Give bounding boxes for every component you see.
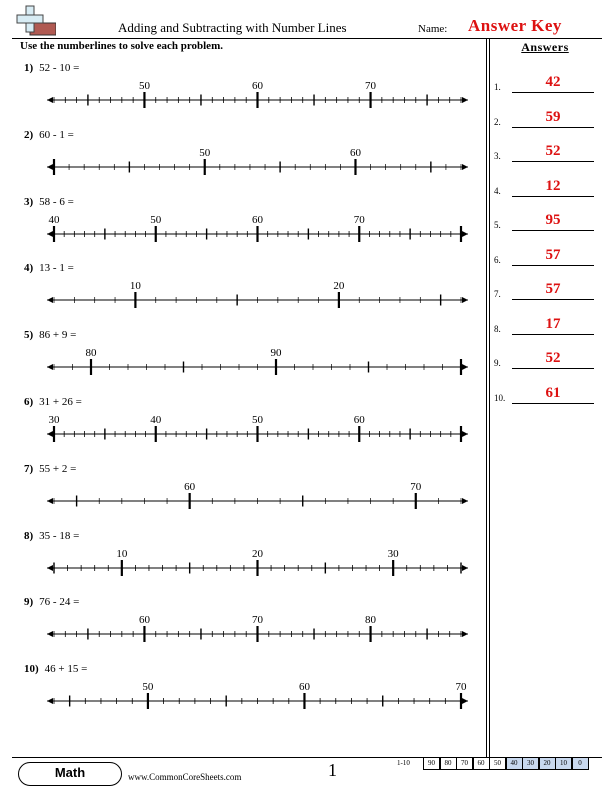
- answer-value: 57: [545, 246, 561, 263]
- problem-text: [24, 663, 87, 675]
- tick-label: 50: [138, 80, 150, 92]
- tick-label: 50: [142, 681, 154, 694]
- page-number: 1: [328, 760, 337, 780]
- score-box: 40: [506, 757, 523, 770]
- score-box: 50: [489, 757, 506, 770]
- problem-text: [24, 129, 74, 141]
- arrow-left-icon: [47, 631, 53, 637]
- tick-label: 60: [252, 80, 263, 92]
- problem-number: 6): [24, 396, 34, 408]
- arrow-left-icon: [47, 364, 53, 370]
- answer-line: [512, 368, 594, 369]
- tick-label: 70: [365, 80, 377, 92]
- tick-label: 30: [48, 414, 60, 426]
- arrow-right-icon: [462, 164, 468, 170]
- arrow-left-icon: [47, 231, 53, 237]
- answer-number: 2.: [494, 116, 501, 127]
- answer-number: 10.: [494, 392, 506, 403]
- answer-row: [494, 385, 594, 405]
- tick-label: 10: [129, 280, 141, 293]
- answer-number: 9.: [494, 358, 501, 368]
- arrow-right-icon: [462, 231, 468, 237]
- answer-line: [512, 334, 594, 335]
- arrow-right-icon: [462, 565, 468, 571]
- problem-text: [24, 530, 79, 542]
- score-range-label: 1-10: [397, 759, 410, 767]
- answer-line: [512, 299, 594, 300]
- answer-value: 12: [545, 177, 561, 194]
- answer-value: 42: [545, 74, 561, 90]
- tick-label: 20: [333, 280, 345, 293]
- problem-expression: 52 - 10 =: [39, 62, 80, 74]
- name-value: Answer Key: [468, 16, 562, 35]
- answer-row: [494, 109, 594, 129]
- tick-label: 70: [353, 213, 365, 226]
- page-title: Adding and Subtracting with Number Lines: [118, 20, 347, 35]
- number-line: [45, 143, 476, 177]
- problem-text: [24, 196, 74, 208]
- number-line: [45, 343, 476, 377]
- tick-label: 70: [252, 614, 263, 627]
- answer-number: 3.: [494, 151, 501, 161]
- number-line: [45, 276, 476, 310]
- tick-label: 60: [184, 480, 196, 493]
- answer-number: 8.: [494, 323, 501, 334]
- tick-label: 50: [252, 414, 263, 426]
- tick-label: 60: [138, 614, 150, 627]
- answer-number: 1.: [494, 82, 501, 92]
- arrow-right-icon: [462, 698, 468, 704]
- arrow-left-icon: [47, 698, 53, 704]
- tick-label: 70: [410, 480, 422, 493]
- answer-number: 4.: [494, 185, 501, 196]
- column-divider: [489, 38, 490, 758]
- problem-expression: 55 + 2 =: [39, 462, 77, 475]
- number-line: [45, 410, 476, 444]
- plus-minus-logo-icon: [16, 5, 56, 39]
- arrow-right-icon: [462, 498, 468, 504]
- column-divider: [486, 38, 487, 758]
- answer-number: 5.: [494, 220, 501, 230]
- arrow-right-icon: [462, 364, 468, 370]
- site-url: www.CommonCoreSheets.com: [128, 772, 242, 782]
- tick-label: 60: [252, 213, 263, 226]
- tick-label: 70: [455, 681, 467, 694]
- tick-label: 80: [365, 614, 377, 627]
- answer-value: 61: [545, 384, 561, 401]
- answer-value: 17: [545, 315, 561, 332]
- answer-value: 57: [545, 281, 561, 297]
- answer-row: [494, 316, 594, 336]
- tick-label: 20: [252, 547, 263, 560]
- score-box: 70: [456, 757, 473, 770]
- problem-expression: 35 - 18 =: [39, 529, 80, 542]
- tick-label: 50: [150, 213, 162, 226]
- arrow-right-icon: [462, 431, 468, 437]
- tick-label: 80: [85, 347, 97, 360]
- problem-number: 7): [24, 462, 34, 475]
- problem-text: [24, 62, 79, 74]
- tick-label: 90: [270, 347, 282, 360]
- name-label: Name:: [418, 23, 448, 35]
- tick-label: 40: [150, 414, 162, 426]
- answer-line: [512, 265, 594, 266]
- score-box: 10: [555, 757, 572, 770]
- answer-row: [494, 74, 594, 94]
- tick-label: 60: [298, 681, 310, 694]
- tick-label: 60: [353, 414, 365, 426]
- problem-number: 5): [24, 329, 34, 342]
- arrow-left-icon: [47, 565, 53, 571]
- answer-line: [512, 196, 594, 197]
- answer-line: [512, 403, 594, 404]
- number-line: [45, 210, 476, 244]
- problem-number: 1): [24, 62, 34, 74]
- answer-line: [512, 92, 594, 93]
- answer-value: 59: [545, 108, 561, 125]
- tick-label: 10: [116, 547, 128, 560]
- arrow-left-icon: [47, 498, 53, 504]
- problem-expression: 58 - 6 =: [39, 195, 74, 208]
- subject-badge: [18, 762, 122, 786]
- arrow-left-icon: [47, 297, 53, 303]
- answer-row: [494, 178, 594, 198]
- answer-value: 52: [545, 350, 561, 366]
- arrow-right-icon: [462, 631, 468, 637]
- problem-number: 3): [24, 195, 34, 208]
- arrow-left-icon: [47, 97, 53, 103]
- tick-label: 40: [48, 213, 60, 226]
- tick-label: 30: [387, 547, 399, 560]
- problem-expression: 76 - 24 =: [39, 596, 80, 609]
- problem-text: [24, 262, 74, 274]
- score-box: 60: [473, 757, 490, 770]
- number-line: [45, 477, 476, 511]
- problem-number: 10): [24, 663, 39, 676]
- score-box: 30: [522, 757, 539, 770]
- arrow-left-icon: [47, 164, 53, 170]
- answer-number: 7.: [494, 289, 501, 299]
- problem-expression: 31 + 26 =: [39, 396, 82, 408]
- arrow-right-icon: [462, 97, 468, 103]
- arrow-right-icon: [462, 297, 468, 303]
- problem-number: 2): [24, 128, 34, 141]
- score-box: 20: [539, 757, 556, 770]
- score-box: 0: [572, 757, 589, 770]
- answer-value: 52: [545, 143, 561, 159]
- subject-label: Math: [54, 765, 86, 780]
- answer-line: [512, 230, 594, 231]
- answer-value: 95: [545, 212, 561, 228]
- instructions: Use the numberlines to solve each problem.: [20, 40, 223, 52]
- problem-number: 9): [24, 596, 34, 609]
- header-divider: [12, 38, 602, 39]
- problem-expression: 60 - 1 =: [39, 128, 74, 141]
- problem-expression: 46 + 15 =: [44, 663, 88, 676]
- number-line: [45, 76, 476, 110]
- problem-text: [24, 396, 82, 408]
- answers-heading: Answers: [521, 40, 569, 54]
- score-box: 90: [423, 757, 440, 770]
- problem-expression: 86 + 9 =: [39, 329, 77, 342]
- answer-number: 6.: [494, 254, 501, 265]
- answer-line: [512, 127, 594, 128]
- problem-expression: 13 - 1 =: [39, 262, 74, 275]
- problem-number: 4): [24, 262, 34, 275]
- problem-text: [24, 596, 79, 608]
- answer-row: [494, 143, 594, 163]
- problem-number: 8): [24, 529, 34, 542]
- number-line: [45, 677, 476, 711]
- arrow-left-icon: [47, 431, 53, 437]
- tick-label: 60: [349, 146, 361, 159]
- problem-text: [24, 463, 76, 475]
- answer-line: [512, 161, 594, 162]
- score-box: 80: [440, 757, 457, 770]
- answer-row: [494, 212, 594, 232]
- tick-label: 50: [199, 146, 211, 159]
- answer-row: [494, 350, 594, 370]
- number-line: [45, 610, 476, 644]
- answer-row: [494, 281, 594, 301]
- number-line: [45, 544, 476, 578]
- answer-row: [494, 247, 594, 267]
- problem-text: [24, 329, 76, 341]
